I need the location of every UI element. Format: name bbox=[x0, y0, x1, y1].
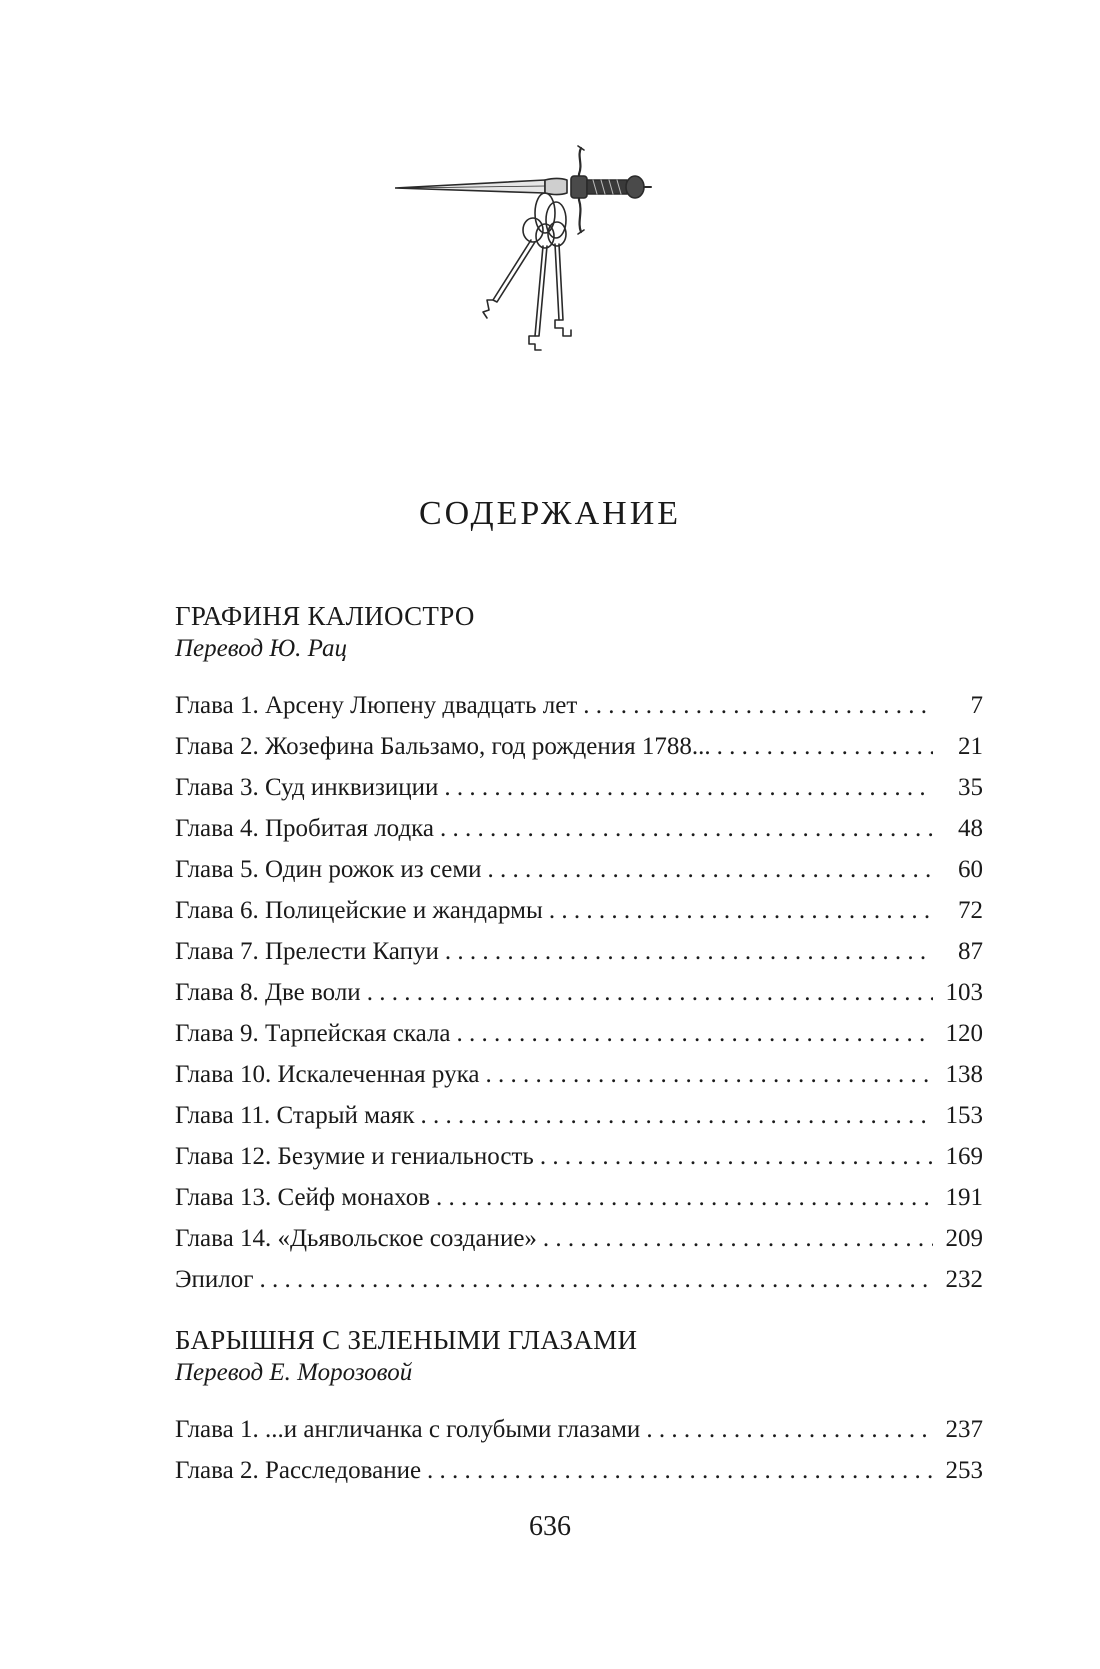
toc-entry[interactable] bbox=[175, 1259, 983, 1300]
toc-entry-page: 209 bbox=[945, 1225, 983, 1252]
toc-leader-dots bbox=[457, 1013, 933, 1054]
toc-entry-label: Эпилог bbox=[175, 1266, 254, 1293]
page-number: 636 bbox=[529, 1511, 571, 1542]
toc-entry-label: Глава 13. Сейф монахов bbox=[175, 1184, 431, 1211]
toc-entry-page: 120 bbox=[945, 1020, 983, 1047]
toc-leader-dots bbox=[543, 1218, 933, 1259]
section-heading: БАРЫШНЯ С ЗЕЛЕНЫМИ ГЛАЗАМИ bbox=[175, 1325, 638, 1355]
toc-entry-label: Глава 12. Безумие и гениальность bbox=[175, 1143, 534, 1170]
toc-entry[interactable] bbox=[175, 767, 983, 808]
toc-entry[interactable] bbox=[175, 726, 983, 767]
toc-leader-dots bbox=[436, 1177, 933, 1218]
toc-entry-label: Глава 11. Старый маяк bbox=[175, 1102, 415, 1129]
toc-entry-label: Глава 5. Один рожок из семи bbox=[175, 856, 482, 883]
toc-entry-label: Глава 7. Прелести Капуи bbox=[175, 938, 439, 965]
toc-list bbox=[175, 685, 983, 1300]
toc-entry-page: 87 bbox=[958, 938, 983, 965]
toc-entry-label: Глава 6. Полицейские и жандармы bbox=[175, 897, 543, 924]
toc-leader-dots bbox=[717, 726, 933, 767]
toc-leader-dots bbox=[260, 1259, 934, 1300]
toc-leader-dots bbox=[540, 1136, 933, 1177]
toc-entry-label: Глава 1. Арсену Люпену двадцать лет bbox=[175, 692, 578, 719]
toc-entry-page: 232 bbox=[945, 1266, 983, 1293]
toc-list bbox=[175, 1409, 983, 1491]
toc-entry-page: 72 bbox=[958, 897, 983, 924]
toc-entry[interactable] bbox=[175, 1218, 983, 1259]
toc-entry-label: Глава 1. ...и англичанка с голубыми глазами bbox=[175, 1416, 641, 1443]
toc-entry-page: 21 bbox=[958, 733, 983, 760]
toc-entry[interactable] bbox=[175, 1136, 983, 1177]
toc-entry-label: Глава 4. Пробитая лодка bbox=[175, 815, 435, 842]
toc-entry-label: Глава 10. Искалеченная рука bbox=[175, 1061, 480, 1088]
toc-entry-page: 103 bbox=[945, 979, 983, 1006]
toc-entry-page: 153 bbox=[945, 1102, 983, 1129]
toc-leader-dots bbox=[367, 972, 933, 1013]
toc-entry[interactable] bbox=[175, 1409, 983, 1450]
dagger-with-keys-icon bbox=[395, 140, 695, 380]
toc-entry-page: 138 bbox=[945, 1061, 983, 1088]
toc-entry[interactable] bbox=[175, 1013, 983, 1054]
toc-entry[interactable] bbox=[175, 1095, 983, 1136]
toc-entry[interactable] bbox=[175, 890, 983, 931]
toc-entry-label: Глава 2. Жозефина Бальзамо, год рождения 1788... bbox=[175, 733, 711, 760]
section-heading: ГРАФИНЯ КАЛИОСТРО bbox=[175, 601, 475, 631]
toc-entry[interactable] bbox=[175, 849, 983, 890]
toc-entry[interactable] bbox=[175, 1450, 983, 1491]
toc-entry-page: 237 bbox=[945, 1416, 983, 1443]
toc-entry-page: 35 bbox=[958, 774, 983, 801]
toc-leader-dots bbox=[421, 1095, 933, 1136]
toc-entry-page: 48 bbox=[958, 815, 983, 842]
toc-leader-dots bbox=[445, 931, 933, 972]
toc-entry[interactable] bbox=[175, 931, 983, 972]
toc-entry[interactable] bbox=[175, 685, 983, 726]
section-translator: Перевод Е. Морозовой bbox=[175, 1359, 413, 1386]
toc-leader-dots bbox=[444, 767, 933, 808]
toc-entry[interactable] bbox=[175, 808, 983, 849]
toc-entry-page: 191 bbox=[945, 1184, 983, 1211]
section-translator: Перевод Ю. Рац bbox=[175, 635, 347, 662]
toc-entry[interactable] bbox=[175, 1054, 983, 1095]
toc-entry-page: 169 bbox=[945, 1143, 983, 1170]
toc-section-grafinya-kaliostro bbox=[175, 599, 983, 1300]
toc-entry-label: Глава 14. «Дьявольское создание» bbox=[175, 1225, 537, 1252]
toc-title: СОДЕРЖАНИЕ bbox=[418, 495, 682, 532]
toc-entry[interactable] bbox=[175, 1177, 983, 1218]
toc-leader-dots bbox=[646, 1409, 933, 1450]
toc-leader-dots bbox=[440, 808, 933, 849]
toc-leader-dots bbox=[485, 1054, 933, 1095]
toc-entry-label: Глава 9. Тарпейская скала bbox=[175, 1020, 451, 1047]
toc-entry[interactable] bbox=[175, 972, 983, 1013]
toc-entry-page: 60 bbox=[958, 856, 983, 883]
toc-leader-dots bbox=[488, 849, 933, 890]
toc-entry-label: Глава 2. Расследование bbox=[175, 1457, 422, 1484]
toc-entry-label: Глава 8. Две воли bbox=[175, 979, 361, 1006]
toc-entry-page: 7 bbox=[970, 692, 983, 719]
toc-entry-label: Глава 3. Суд инквизиции bbox=[175, 774, 439, 801]
toc-section-baryshnya-s-zelenymi-glazami bbox=[175, 1323, 983, 1491]
toc-entry-page: 253 bbox=[945, 1457, 983, 1484]
toc-leader-dots bbox=[583, 685, 933, 726]
toc-leader-dots bbox=[427, 1450, 933, 1491]
toc-leader-dots bbox=[549, 890, 933, 931]
